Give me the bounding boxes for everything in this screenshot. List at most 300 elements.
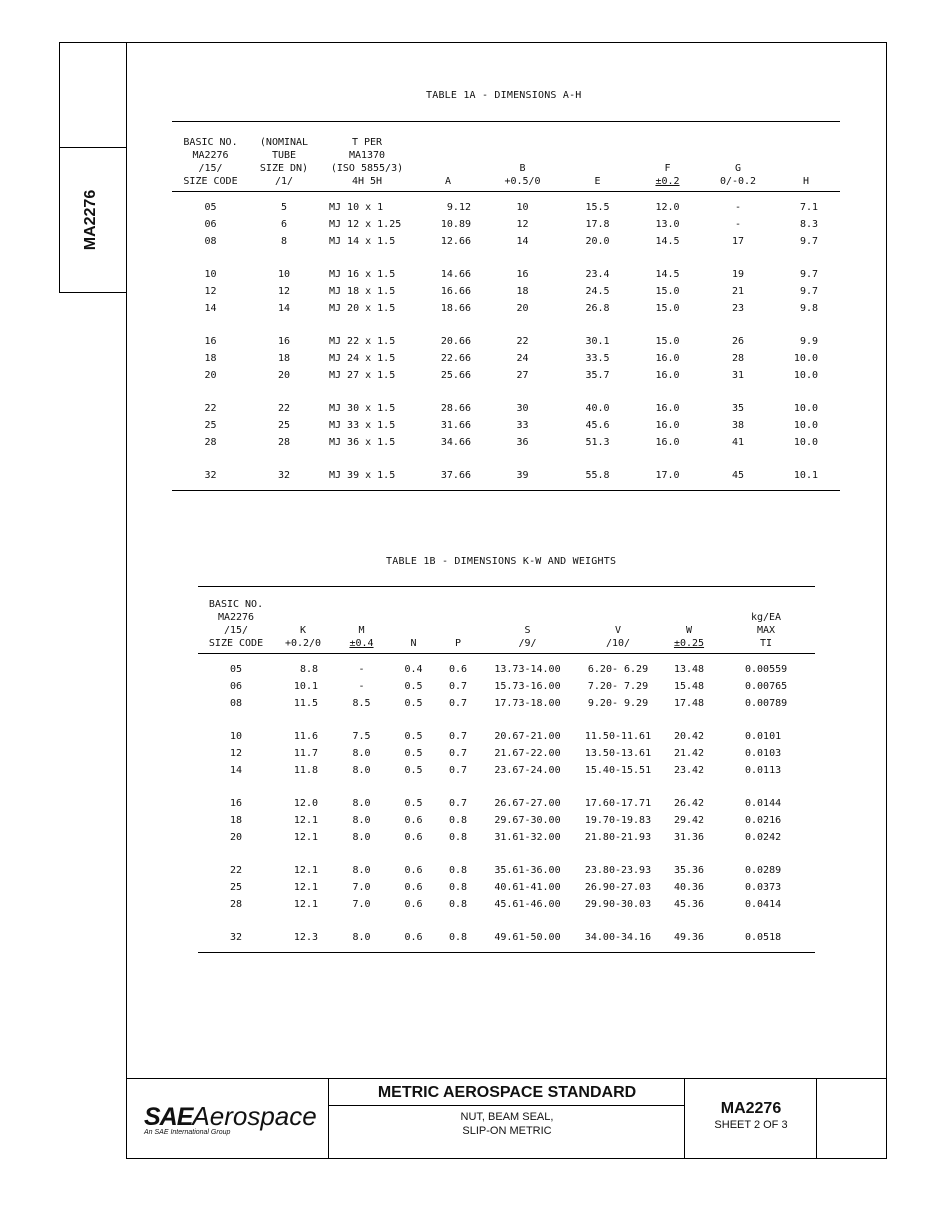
side-tab-divider bbox=[60, 147, 127, 148]
table-cell: 25 bbox=[229, 882, 243, 893]
table-row bbox=[172, 192, 840, 217]
table-cell: 20 bbox=[516, 303, 529, 314]
table-cell: 9.12 bbox=[446, 202, 471, 213]
table-cell: 22.66 bbox=[440, 353, 471, 364]
table-cell: 29.90-30.03 bbox=[584, 899, 652, 910]
table-cell: 0.0289 bbox=[745, 865, 782, 876]
table-cell: 0.5 bbox=[404, 798, 423, 809]
column-header: SIZE CODE bbox=[198, 637, 274, 654]
table-cell: 10 bbox=[277, 269, 291, 280]
table-1b-header bbox=[198, 598, 815, 654]
table-cell: 0.6 bbox=[404, 882, 423, 893]
table-cell: 10.1 bbox=[293, 681, 318, 692]
table-cell: 0.5 bbox=[404, 765, 423, 776]
table-cell: 16 bbox=[277, 336, 291, 347]
table-cell: 41 bbox=[731, 437, 745, 448]
column-header: P bbox=[436, 637, 480, 654]
column-header bbox=[274, 598, 332, 611]
column-header: 0/-0.2 bbox=[704, 175, 772, 192]
table-cell: 11.8 bbox=[293, 765, 318, 776]
table-cell: 13.0 bbox=[655, 219, 680, 230]
table-cell: 34.66 bbox=[440, 437, 471, 448]
table-cell: 8.0 bbox=[352, 798, 371, 809]
column-header bbox=[481, 136, 564, 149]
table-cell: 10 bbox=[204, 269, 217, 280]
table-row bbox=[198, 812, 815, 829]
column-header bbox=[332, 598, 391, 611]
table-cell: 20.42 bbox=[673, 731, 705, 742]
table-cell: 10.0 bbox=[793, 437, 818, 448]
column-header: MA2276 bbox=[192, 150, 229, 161]
table-1a-header bbox=[172, 136, 840, 192]
table-cell: 26 bbox=[731, 336, 745, 347]
column-header: MA2276 bbox=[217, 612, 255, 623]
table-cell: 21.67-22.00 bbox=[494, 748, 561, 759]
table-cell: 55.8 bbox=[564, 451, 631, 491]
table-cell: 0.7 bbox=[448, 798, 468, 809]
table-cell: 9.7 bbox=[799, 286, 818, 297]
table-cell: 26.8 bbox=[585, 303, 610, 314]
table-cell: 37.66 bbox=[415, 451, 481, 491]
table-cell: 0.8 bbox=[448, 899, 468, 910]
table-cell: 12.66 bbox=[440, 236, 471, 247]
table-cell: 12 bbox=[516, 219, 529, 230]
table-cell: 0.8 bbox=[436, 913, 480, 953]
table-row bbox=[172, 216, 840, 233]
sheet-number: SHEET 2 OF 3 bbox=[714, 1119, 788, 1131]
column-header bbox=[391, 598, 436, 611]
column-header bbox=[480, 598, 575, 611]
column-header: N bbox=[391, 637, 436, 654]
table-cell: 22 bbox=[229, 865, 243, 876]
table-cell: 14 bbox=[277, 303, 291, 314]
table-cell: 12.3 bbox=[274, 913, 332, 953]
table-cell: 12.1 bbox=[293, 882, 318, 893]
column-header: /10/ bbox=[575, 637, 661, 654]
column-header: T PER bbox=[351, 137, 383, 148]
column-header: /15/ bbox=[198, 163, 223, 174]
table-row bbox=[198, 678, 815, 695]
column-header: (ISO 5855/3) bbox=[330, 163, 404, 174]
table-cell: 10.0 bbox=[793, 370, 818, 381]
table-row bbox=[172, 384, 840, 417]
table-cell: 0.0101 bbox=[745, 731, 782, 742]
table-cell: 17.60-17.71 bbox=[584, 798, 652, 809]
column-header: E bbox=[564, 175, 631, 192]
table-cell: 0.00559 bbox=[745, 664, 788, 675]
table-cell: 35.61-36.00 bbox=[494, 865, 561, 876]
table-row bbox=[172, 317, 840, 350]
table-cell: MJ 39 x 1.5 bbox=[319, 451, 415, 491]
table-cell: 05 bbox=[229, 664, 243, 675]
table-cell: 15.48 bbox=[673, 681, 705, 692]
table-cell: 33 bbox=[516, 420, 529, 431]
table-cell: 8 bbox=[280, 236, 288, 247]
column-header: M bbox=[358, 625, 365, 636]
table-cell: 15.0 bbox=[655, 303, 680, 314]
table-cell: 23.42 bbox=[673, 765, 705, 776]
table-cell: 38 bbox=[731, 420, 745, 431]
table-cell: 17.73-18.00 bbox=[494, 698, 561, 709]
table-cell: 0.6 bbox=[404, 815, 423, 826]
table-cell: 12.1 bbox=[293, 832, 318, 843]
table-cell: 26.90-27.03 bbox=[584, 882, 652, 893]
table-cell: 10 bbox=[229, 731, 243, 742]
table-cell: 7.0 bbox=[352, 899, 371, 910]
table-cell: 0.7 bbox=[448, 731, 468, 742]
table-cell: MJ 20 x 1.5 bbox=[329, 303, 396, 314]
column-header: +0.2/0 bbox=[274, 637, 332, 654]
column-header bbox=[332, 611, 391, 624]
table-cell: 8.0 bbox=[352, 748, 371, 759]
table-cell: MJ 16 x 1.5 bbox=[329, 269, 396, 280]
column-header bbox=[415, 149, 481, 162]
table-cell: 7.5 bbox=[352, 731, 371, 742]
table-cell: 0.0242 bbox=[745, 832, 782, 843]
column-header bbox=[575, 598, 661, 611]
table-cell: 31.36 bbox=[673, 832, 705, 843]
column-header bbox=[481, 149, 564, 162]
table-cell: 12.0 bbox=[293, 798, 318, 809]
table-cell: 32 bbox=[172, 451, 249, 491]
table-cell: 8.0 bbox=[352, 765, 371, 776]
table-row bbox=[198, 913, 815, 953]
table-cell: 8.0 bbox=[352, 832, 371, 843]
column-header: SIZE CODE bbox=[172, 175, 249, 192]
table-1a bbox=[172, 136, 840, 491]
table-cell: 31 bbox=[731, 370, 745, 381]
column-header: B bbox=[519, 163, 526, 174]
table-cell: 29.67-30.00 bbox=[494, 815, 561, 826]
logo-word: Aerospace bbox=[192, 1101, 317, 1131]
table-cell: 23.4 bbox=[585, 269, 610, 280]
table-cell: 13.50-13.61 bbox=[584, 748, 652, 759]
table-cell: 40.36 bbox=[673, 882, 705, 893]
table-cell: 0.0216 bbox=[745, 815, 782, 826]
table-cell: 0.7 bbox=[448, 681, 468, 692]
column-header: ±0.2 bbox=[631, 175, 704, 192]
column-header: /1/ bbox=[249, 175, 319, 192]
table-cell: 0.0414 bbox=[745, 899, 782, 910]
side-tab-code: MA2276 bbox=[82, 189, 99, 251]
table-cell: 14 bbox=[229, 765, 243, 776]
table-cell: MJ 22 x 1.5 bbox=[329, 336, 396, 347]
column-header bbox=[436, 611, 480, 624]
table-cell: 28 bbox=[731, 353, 745, 364]
table-cell: 24 bbox=[516, 353, 529, 364]
table-cell: 05 bbox=[204, 202, 217, 213]
table-cell: 35 bbox=[731, 403, 745, 414]
column-header: SIZE DN) bbox=[259, 163, 309, 174]
column-header: F bbox=[664, 163, 671, 174]
table-cell: 0.8 bbox=[448, 865, 468, 876]
column-header: (NOMINAL bbox=[259, 137, 309, 148]
table-cell: 0.00789 bbox=[745, 698, 788, 709]
table-cell: 0.7 bbox=[448, 765, 468, 776]
table-cell: 8.5 bbox=[352, 698, 371, 709]
column-header: BASIC NO. bbox=[183, 137, 238, 148]
table-cell: 22 bbox=[277, 403, 291, 414]
table-row bbox=[198, 829, 815, 846]
table-cell: 16.66 bbox=[440, 286, 471, 297]
table-cell: 19.70-19.83 bbox=[584, 815, 652, 826]
table-cell: 0.7 bbox=[448, 748, 468, 759]
column-header bbox=[631, 149, 704, 162]
table-cell: 12 bbox=[229, 748, 243, 759]
table-cell: 30 bbox=[516, 403, 529, 414]
column-header: +0.5/0 bbox=[481, 175, 564, 192]
table-cell: 32 bbox=[249, 451, 319, 491]
table-cell: - bbox=[358, 664, 365, 675]
table-cell: 0.5 bbox=[404, 698, 423, 709]
table-cell: 08 bbox=[229, 698, 243, 709]
table-cell: 45 bbox=[704, 451, 772, 491]
part-description-line-2: SLIP-ON METRIC bbox=[462, 1125, 552, 1137]
table-cell: 31.61-32.00 bbox=[494, 832, 561, 843]
table-cell: 0.0113 bbox=[745, 765, 782, 776]
table-cell: 21.80-21.93 bbox=[584, 832, 652, 843]
table-cell: 15.73-16.00 bbox=[494, 681, 561, 692]
table-cell: 11.5 bbox=[293, 698, 318, 709]
column-header bbox=[704, 136, 772, 149]
table-cell: 10.1 bbox=[772, 451, 840, 491]
table-cell: 10.0 bbox=[793, 420, 818, 431]
table-cell: 20 bbox=[277, 370, 291, 381]
column-header: 4H 5H bbox=[319, 175, 415, 192]
table-cell: 14 bbox=[516, 236, 529, 247]
table-cell: 19 bbox=[731, 269, 745, 280]
table-cell: 16.0 bbox=[655, 403, 680, 414]
table-cell: 45.6 bbox=[585, 420, 610, 431]
column-header bbox=[661, 611, 717, 624]
column-header bbox=[415, 162, 481, 175]
column-header: MA1370 bbox=[348, 150, 386, 161]
table-cell: 16 bbox=[229, 798, 243, 809]
table-1b-top-rule bbox=[198, 586, 815, 587]
table-cell: 23 bbox=[731, 303, 745, 314]
table-cell: 14 bbox=[204, 303, 217, 314]
table-row bbox=[172, 350, 840, 367]
table-cell: MJ 36 x 1.5 bbox=[329, 437, 396, 448]
column-header bbox=[704, 149, 772, 162]
table-row bbox=[198, 654, 815, 679]
table-row bbox=[198, 762, 815, 779]
table-cell: 0.6 bbox=[404, 832, 423, 843]
table-cell: 18 bbox=[516, 286, 529, 297]
table-cell: 35.36 bbox=[673, 865, 705, 876]
table-cell: 0.8 bbox=[448, 815, 468, 826]
sae-aerospace-logo bbox=[144, 1101, 317, 1132]
table-row bbox=[172, 434, 840, 451]
table-cell: 45.61-46.00 bbox=[494, 899, 561, 910]
table-cell: 18 bbox=[204, 353, 217, 364]
table-cell: 12.1 bbox=[293, 865, 318, 876]
table-cell: 0.0518 bbox=[717, 913, 815, 953]
column-header bbox=[575, 611, 661, 624]
table-1a-top-rule bbox=[172, 121, 840, 122]
table-cell: 15.5 bbox=[585, 202, 610, 213]
table-row bbox=[172, 367, 840, 384]
table-row bbox=[198, 712, 815, 745]
table-cell: 49.36 bbox=[661, 913, 717, 953]
table-cell: MJ 14 x 1.5 bbox=[329, 236, 396, 247]
table-cell: 10 bbox=[516, 202, 529, 213]
table-cell: 9.7 bbox=[799, 269, 818, 280]
table-cell: 08 bbox=[204, 236, 217, 247]
table-cell: 18 bbox=[229, 815, 243, 826]
table-cell: 06 bbox=[229, 681, 243, 692]
table-cell: 0.6 bbox=[391, 913, 436, 953]
column-header bbox=[631, 136, 704, 149]
table-cell: MJ 10 x 1 bbox=[329, 202, 384, 213]
column-header bbox=[564, 136, 631, 149]
table-cell: 36 bbox=[516, 437, 529, 448]
table-cell: 26.42 bbox=[673, 798, 705, 809]
table-cell: 0.8 bbox=[448, 832, 468, 843]
table-cell: - bbox=[734, 202, 742, 213]
table-cell: MJ 30 x 1.5 bbox=[329, 403, 396, 414]
table-cell: 45.36 bbox=[673, 899, 705, 910]
table-cell: 12.1 bbox=[293, 815, 318, 826]
table-cell: 16.0 bbox=[655, 420, 680, 431]
table-row bbox=[198, 896, 815, 913]
column-header: K bbox=[299, 625, 307, 636]
table-cell: 0.7 bbox=[448, 698, 468, 709]
table-cell: 35.7 bbox=[585, 370, 610, 381]
table-cell: 23.67-24.00 bbox=[494, 765, 561, 776]
table-row bbox=[198, 779, 815, 812]
table-cell: 14.5 bbox=[655, 269, 680, 280]
table-cell: 06 bbox=[204, 219, 217, 230]
table-1b-body bbox=[198, 654, 815, 953]
table-cell: 16.0 bbox=[655, 370, 680, 381]
table-cell: 31.66 bbox=[440, 420, 471, 431]
table-1b-title: TABLE 1B - DIMENSIONS K-W AND WEIGHTS bbox=[386, 556, 617, 567]
table-cell: 26.67-27.00 bbox=[494, 798, 561, 809]
table-cell: 11.7 bbox=[293, 748, 318, 759]
table-cell: 30.1 bbox=[585, 336, 610, 347]
table-cell: 28 bbox=[277, 437, 291, 448]
table-cell: 0.5 bbox=[404, 681, 423, 692]
table-cell: 8.3 bbox=[799, 219, 818, 230]
column-header bbox=[436, 598, 480, 611]
column-header bbox=[436, 624, 480, 637]
table-cell: 20 bbox=[229, 832, 243, 843]
column-header bbox=[391, 624, 436, 637]
table-cell: 8.0 bbox=[332, 913, 391, 953]
table-cell: 17.0 bbox=[631, 451, 704, 491]
standard-title: METRIC AEROSPACE STANDARD bbox=[377, 1084, 637, 1101]
column-header: TUBE bbox=[271, 150, 297, 161]
table-cell: 9.9 bbox=[799, 336, 818, 347]
table-row bbox=[172, 233, 840, 250]
column-header: H bbox=[772, 175, 840, 192]
column-header: MAX bbox=[756, 625, 776, 636]
table-1b bbox=[198, 598, 815, 953]
table-row bbox=[198, 745, 815, 762]
standard-title-rule bbox=[329, 1105, 685, 1106]
column-header: W bbox=[685, 625, 693, 636]
part-description-line-1: NUT, BEAM SEAL, bbox=[460, 1111, 554, 1123]
table-cell: 20.66 bbox=[440, 336, 471, 347]
column-header bbox=[564, 162, 631, 175]
logo-subtitle: An SAE International Group bbox=[144, 1129, 231, 1136]
table-cell: 20 bbox=[204, 370, 217, 381]
table-cell: 49.61-50.00 bbox=[480, 913, 575, 953]
table-cell: 10.89 bbox=[440, 219, 471, 230]
column-header: /15/ bbox=[223, 625, 249, 636]
column-header: ±0.4 bbox=[332, 637, 391, 654]
column-header: TI bbox=[717, 637, 815, 654]
table-cell: 17.8 bbox=[585, 219, 610, 230]
table-cell: 0.5 bbox=[404, 748, 423, 759]
column-header bbox=[480, 611, 575, 624]
table-cell: 9.7 bbox=[799, 236, 818, 247]
column-header: BASIC NO. bbox=[208, 599, 264, 610]
table-cell: 24.5 bbox=[585, 286, 610, 297]
table-cell: 0.8 bbox=[448, 882, 468, 893]
table-cell: 16 bbox=[516, 269, 529, 280]
table-cell: 9.8 bbox=[799, 303, 818, 314]
table-row bbox=[172, 250, 840, 283]
table-row bbox=[172, 417, 840, 434]
table-cell: 0.0144 bbox=[745, 798, 782, 809]
side-tab bbox=[59, 42, 127, 293]
column-header bbox=[415, 136, 481, 149]
table-cell: 11.6 bbox=[293, 731, 318, 742]
table-cell: 40.0 bbox=[585, 403, 610, 414]
table-cell: - bbox=[734, 219, 742, 230]
table-row bbox=[198, 695, 815, 712]
table-cell: 15.0 bbox=[655, 336, 680, 347]
table-cell: 12.1 bbox=[293, 899, 318, 910]
table-cell: 8.0 bbox=[352, 865, 371, 876]
column-header: ±0.25 bbox=[661, 637, 717, 654]
table-cell: 15.0 bbox=[655, 286, 680, 297]
table-cell: 14.5 bbox=[655, 236, 680, 247]
table-row bbox=[198, 846, 815, 879]
table-cell: 11.50-11.61 bbox=[584, 731, 652, 742]
table-cell: 6.20- 6.29 bbox=[587, 664, 649, 675]
table-cell: 0.4 bbox=[404, 664, 423, 675]
table-cell: 15.40-15.51 bbox=[584, 765, 652, 776]
table-cell: 5 bbox=[280, 202, 288, 213]
table-cell: 39 bbox=[481, 451, 564, 491]
document-number: MA2276 bbox=[720, 1100, 782, 1117]
table-cell: 18 bbox=[277, 353, 291, 364]
table-cell: 25 bbox=[277, 420, 291, 431]
table-row bbox=[172, 451, 840, 491]
table-cell: - bbox=[358, 681, 365, 692]
table-cell: 7.1 bbox=[799, 202, 818, 213]
table-cell: 25.66 bbox=[440, 370, 471, 381]
column-header bbox=[564, 149, 631, 162]
table-cell: 23.80-23.93 bbox=[584, 865, 652, 876]
table-cell: 6 bbox=[280, 219, 288, 230]
table-cell: 16.0 bbox=[655, 353, 680, 364]
table-cell: 21.42 bbox=[673, 748, 705, 759]
column-header: S bbox=[524, 625, 531, 636]
table-cell: 25 bbox=[204, 420, 217, 431]
table-cell: 16 bbox=[204, 336, 217, 347]
table-cell: 20.67-21.00 bbox=[494, 731, 561, 742]
table-cell: 17.48 bbox=[673, 698, 705, 709]
table-cell: 0.6 bbox=[448, 664, 468, 675]
table-cell: 7.20- 7.29 bbox=[587, 681, 649, 692]
table-cell: 0.6 bbox=[404, 865, 423, 876]
table-cell: 13.73-14.00 bbox=[494, 664, 561, 675]
table-cell: 51.3 bbox=[585, 437, 610, 448]
